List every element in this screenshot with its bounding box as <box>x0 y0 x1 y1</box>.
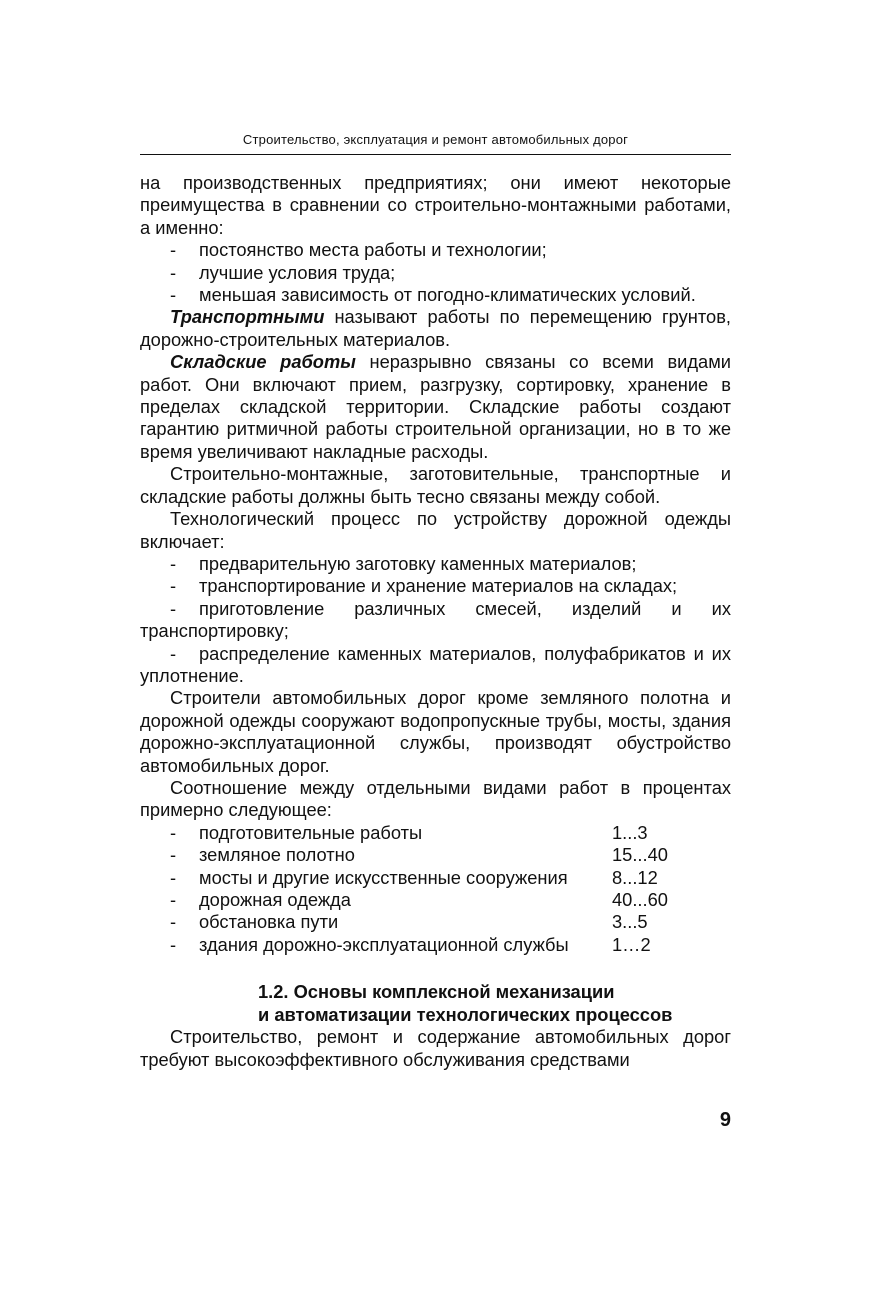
list-item: - лучшие условия труда; <box>170 261 396 283</box>
ratio-table <box>140 822 731 956</box>
table-row: - здания дорожно-эксплуатационной службы 1…2 <box>170 933 651 955</box>
table-row: - земляное полотно 15...40 <box>170 844 668 866</box>
running-header: Строительство, эксплуатация и ремонт автомобильных дорог <box>242 132 629 147</box>
page-number: 9 <box>719 1109 731 1131</box>
table-row: - подготовительные работы 1...3 <box>170 821 648 843</box>
section-heading-line2: и автоматизации технологических процессов <box>258 1004 673 1026</box>
list-item: - распределение каменных материалов, полуфабрикатов и их уплотнение. <box>140 642 731 686</box>
builders-paragraph: Строители автомобильных дорог кроме земляного полотна и дорожной одежды сооружают водопропускные трубы, мосты, здания дорожно-эксплуатационной службы, производят обустройство автомобильных дорог. <box>140 687 731 776</box>
list-item: - транспортирование и хранение материалов на складах; <box>170 575 678 597</box>
intro-paragraph: на производственных предприятиях; они имеют некоторые преимущества в сравнении со строительно-монтажными работами, а именно: <box>140 172 731 238</box>
ratio-intro: Соотношение между отдельными видами работ в процентах примерно следующее: <box>140 776 731 821</box>
page-body <box>140 172 731 1071</box>
section-heading <box>258 980 731 1026</box>
term-storage: Складские работы <box>170 351 356 373</box>
closing-paragraph: Строительство, ремонт и содержание автомобильных дорог требуют высокоэффективного обслуживания средствами <box>140 1026 731 1070</box>
connection-paragraph: Строительно-монтажные, заготовительные, транспортные и складские работы должны быть тесно связаны между собой. <box>140 463 731 507</box>
section-heading-line1: 1.2. Основы комплексной механизации <box>258 981 615 1003</box>
list-item: - меньшая зависимость от погодно-климатических условий. <box>170 284 696 306</box>
header-rule <box>140 154 731 155</box>
list-item: - приготовление различных смесей, изделий и их транспортировку; <box>140 597 731 642</box>
transport-paragraph: Транспортными называют работы по перемещению грунтов, дорожно-строительных материалов. <box>140 306 731 350</box>
term-transport: Транспортными <box>170 306 325 328</box>
table-row: - обстановка пути 3...5 <box>170 911 648 933</box>
table-row: - мосты и другие искусственные сооружения 8...12 <box>170 866 658 888</box>
list-item: - предварительную заготовку каменных материалов; <box>170 552 637 574</box>
storage-paragraph: Складские работы неразрывно связаны со всеми видами работ. Они включают прием, разгрузку, сортировку, хранение в пределах складской территории. Складские работы создают гарантию ритмичной работы строительной организации, но в то же время увеличивают накладные расходы. <box>140 351 731 462</box>
list-item: - постоянство места работы и технологии; <box>170 239 547 261</box>
table-row: - дорожная одежда 40...60 <box>170 888 668 910</box>
process-intro: Технологический процесс по устройству дорожной одежды включает: <box>140 508 731 552</box>
